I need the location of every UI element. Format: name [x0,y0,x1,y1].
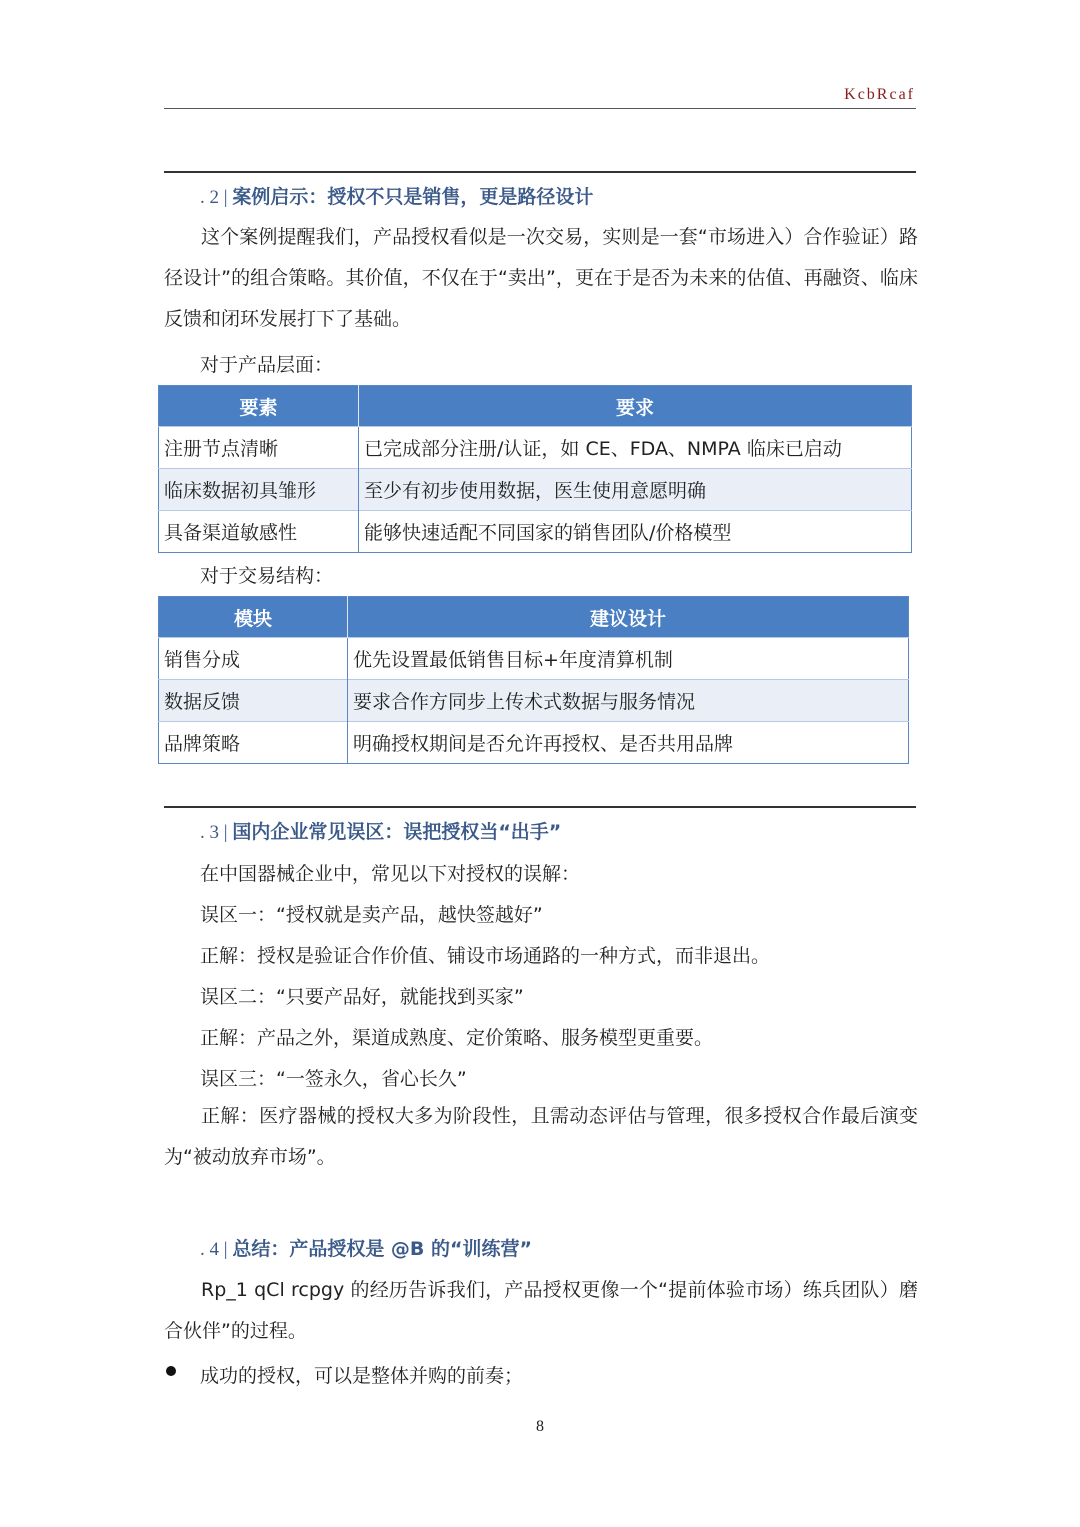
bullet-text: 成功的授权，可以是整体并购的前奏； [200,1365,524,1387]
table-cell: 具备渠道敏感性 [159,511,359,553]
section-number: . 2 | [200,187,233,208]
table-header: 建议设计 [348,597,909,638]
section-heading [200,817,561,844]
table-row [159,638,909,680]
section-title: 总结：产品授权是 @B 的“训练营” [232,1238,532,1260]
table-cell: 销售分成 [159,638,348,680]
section-heading [200,182,593,209]
paragraph: 这个案例提醒我们，产品授权看似是一次交易，实则是一套“市场进入）合作验证）路径设计”的组合策略。其价值，不仅在于“卖出”，更在于是否为未来的估值、再融资、临床反馈和闭环发展打下了基础。 [164,226,918,330]
bullet-icon [166,1366,176,1376]
section-number: . 3 | [200,822,233,843]
table-row [159,722,909,764]
table-cell: 已完成部分注册/认证，如 CE、FDA、NMPA 临床已启动 [359,427,912,469]
paragraph: Rp_1 qCl rcpgy 的经历告诉我们，产品授权更像一个“提前体验市场）练兵团队）磨合伙伴”的过程。 [164,1279,918,1342]
page-number: 8 [536,1418,544,1435]
product-requirements-table [158,385,912,553]
header-title: KcbRcaf [844,86,915,103]
table-row [159,680,909,722]
table-row [159,427,912,469]
section-heading [200,1234,532,1261]
section-intro: 在中国器械企业中，常见以下对授权的误解： [200,863,581,885]
correction-line: 正解：产品之外，渠道成熟度、定价策略、服务模型更重要。 [200,1027,714,1049]
table-cell: 至少有初步使用数据，医生使用意愿明确 [359,469,912,511]
table-row [159,469,912,511]
misconception-line: 误区三：“一签永久，省心长久” [200,1068,467,1090]
table-row [159,511,912,553]
section-divider [164,171,916,173]
table-cell: 优先设置最低销售目标+年度清算机制 [348,638,909,680]
table-header: 要求 [359,386,912,427]
table-cell: 临床数据初具雏形 [159,469,359,511]
table-cell: 明确授权期间是否允许再授权、是否共用品牌 [348,722,909,764]
header-rule [164,108,916,109]
table-cell: 要求合作方同步上传术式数据与服务情况 [348,680,909,722]
misconception-line: 误区二：“只要产品好，就能找到买家” [200,986,524,1008]
table-cell: 注册节点清晰 [159,427,359,469]
product-intro: 对于产品层面： [200,354,334,376]
table-cell: 品牌策略 [159,722,348,764]
correction-paragraph: 正解：医疗器械的授权大多为阶段性，且需动态评估与管理，很多授权合作最后演变为“被动放弃市场”。 [164,1105,918,1168]
table-cell: 能够快速适配不同国家的销售团队/价格模型 [359,511,912,553]
table-header: 模块 [159,597,348,638]
deal-intro: 对于交易结构： [200,565,334,587]
deal-structure-table [158,596,909,764]
table-header: 要素 [159,386,359,427]
section-number: . 4 | [200,1239,233,1260]
section-title: 国内企业常见误区：误把授权当“出手” [232,821,562,843]
correction-line: 正解：授权是验证合作价值、铺设市场通路的一种方式，而非退出。 [200,945,771,967]
section-title: 案例启示：授权不只是销售，更是路径设计 [232,186,594,208]
misconception-line: 误区一：“授权就是卖产品，越快签越好” [200,904,543,926]
section-divider [164,806,916,808]
table-cell: 数据反馈 [159,680,348,722]
